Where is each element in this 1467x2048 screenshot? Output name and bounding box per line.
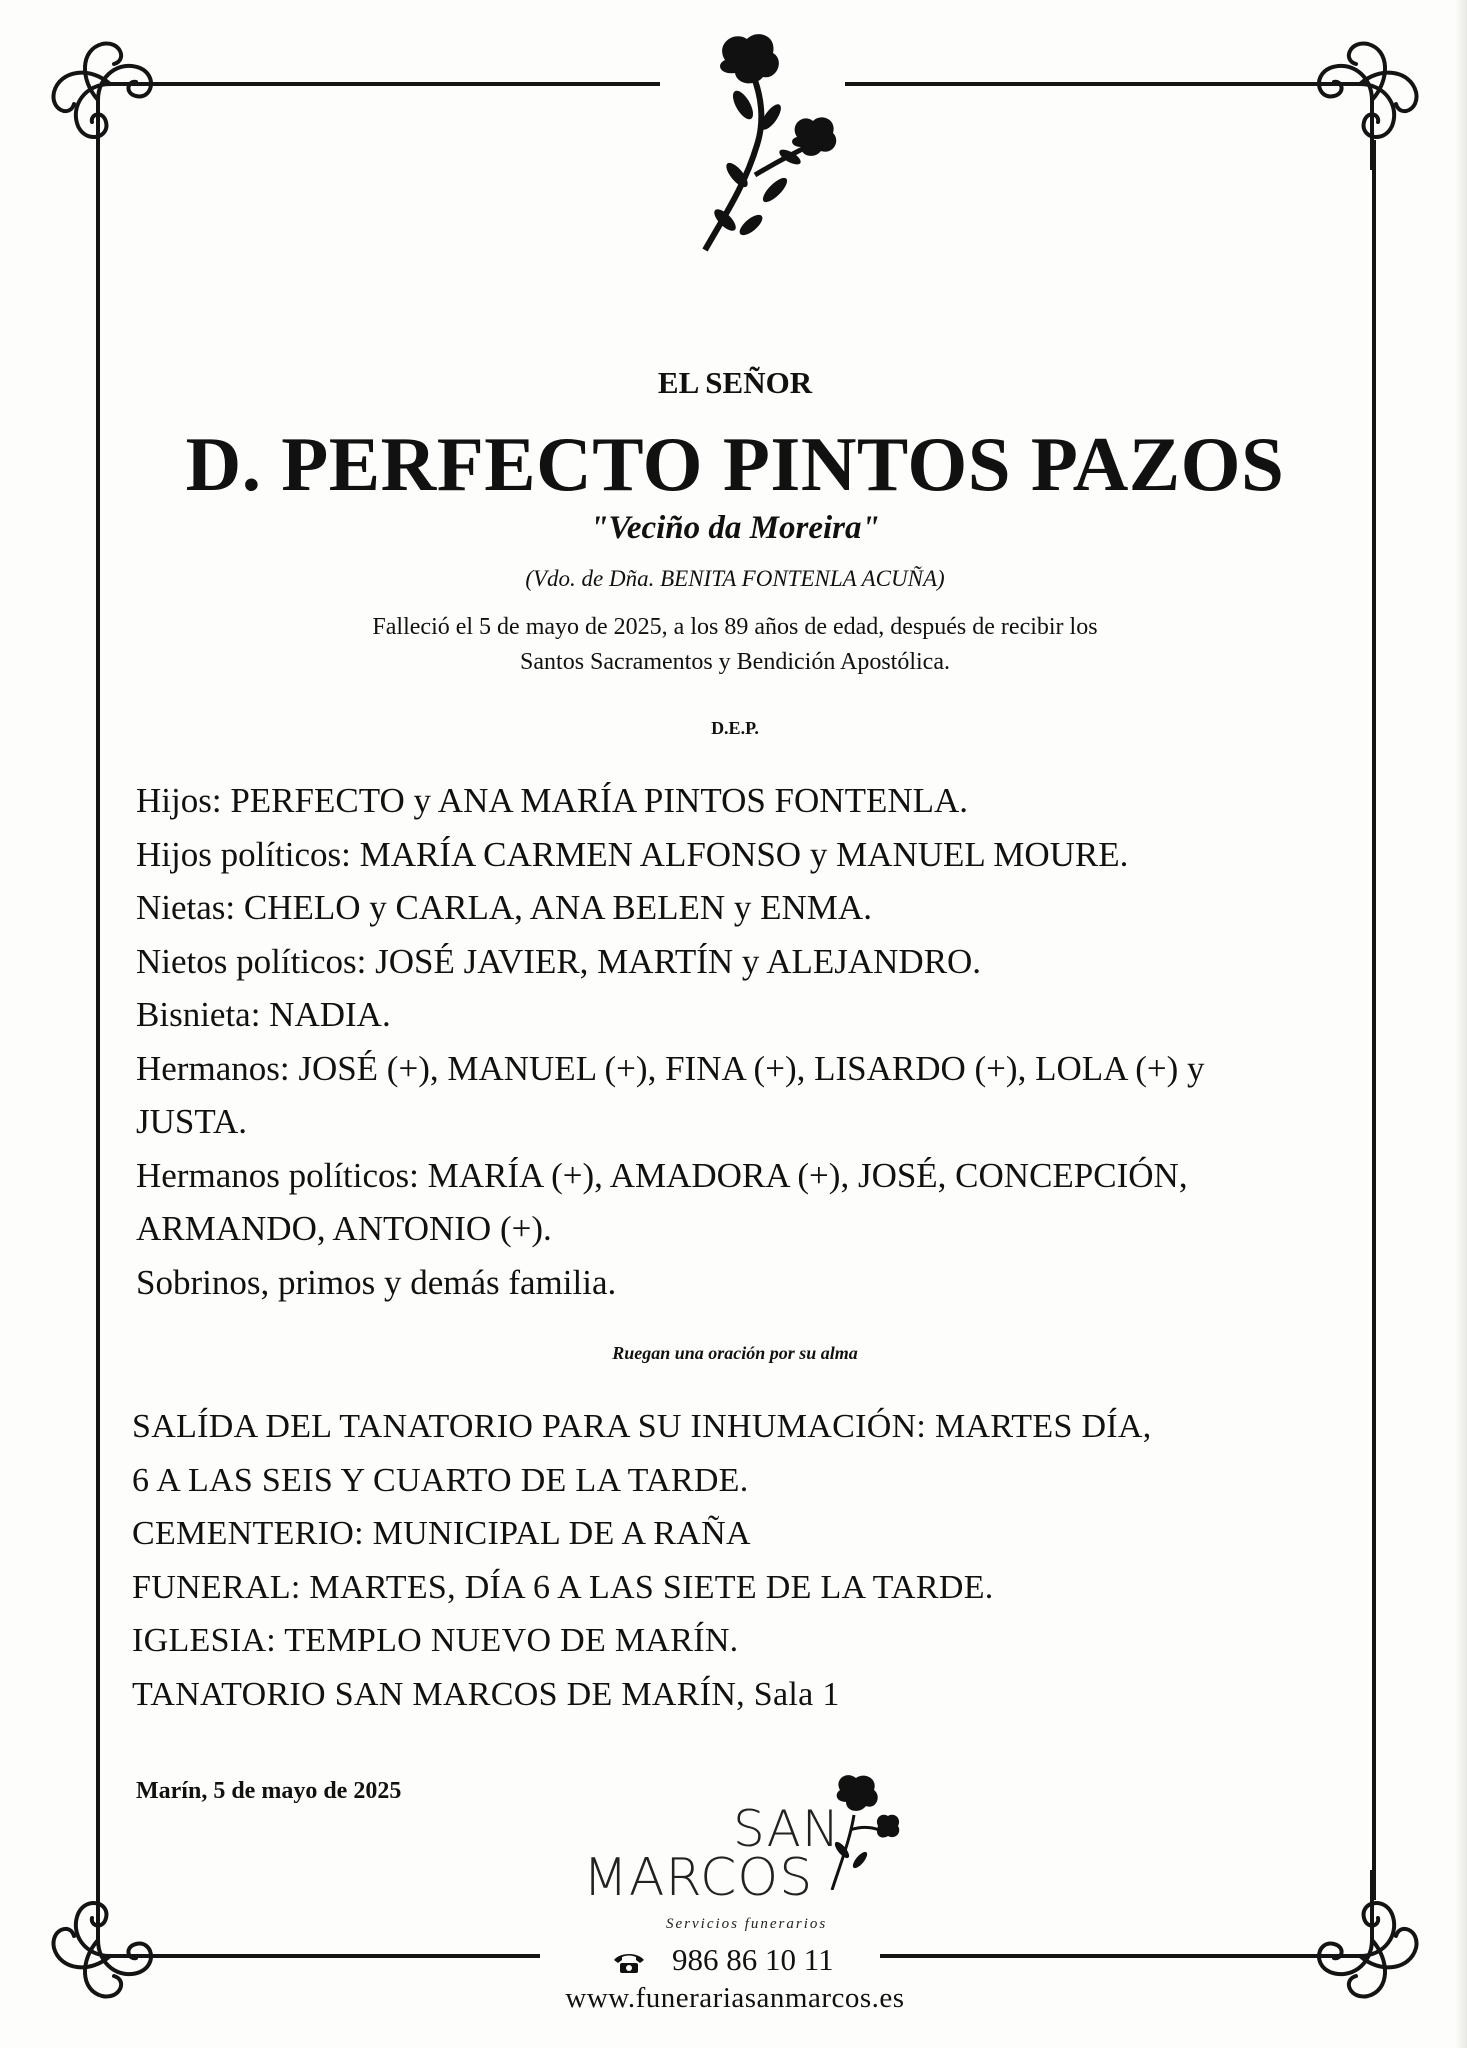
family-list <box>136 774 1351 1309</box>
place-date: Marín, 5 de mayo de 2025 <box>136 1778 402 1804</box>
death-notice <box>100 610 1370 680</box>
phone-icon <box>612 1952 646 1974</box>
service-line: CEMENTERIO: MUNICIPAL DE A RAÑA <box>132 1515 751 1552</box>
prayer-request: Ruegan una oración por su alma <box>612 1343 858 1363</box>
intro-title: EL SEÑOR <box>657 365 813 400</box>
family-line: Sobrinos, primos y demás familia. <box>136 1262 617 1302</box>
family-line: Hijos políticos: MARÍA CARMEN ALFONSO y MANUEL MOURE. <box>136 834 1129 874</box>
frame-top-right-line <box>845 82 1315 86</box>
family-line: Bisnieta: NADIA. <box>136 995 391 1034</box>
service-line: SALÍDA DEL TANATORIO PARA SU INHUMACIÓN: MARTES DÍA, <box>132 1408 1152 1445</box>
deceased-name: D. PERFECTO PINTOS PAZOS <box>185 421 1285 507</box>
frame-left-line <box>96 140 100 1900</box>
service-line: 6 A LAS SEIS Y CUARTO DE LA TARDE. <box>132 1461 749 1499</box>
flower-branch-icon <box>685 25 845 270</box>
family-line: Hijos: PERFECTO y ANA MARÍA PINTOS FONTENLA. <box>136 781 969 820</box>
nickname: "Veciño da Moreira" <box>590 510 880 546</box>
family-line: JUSTA. <box>136 1102 247 1141</box>
family-line: Nietos políticos: JOSÉ JAVIER, MARTÍN y ALEJANDRO. <box>136 941 982 981</box>
service-line: FUNERAL: MARTES, DÍA 6 A LAS SIETE DE LA TARDE. <box>132 1568 994 1606</box>
family-line: Hermanos políticos: MARÍA (+), AMADORA (+), JOSÉ, CONCEPCIÓN, <box>136 1155 1188 1195</box>
logo-marcos-text: MARCOS <box>583 1848 814 1908</box>
logo-subtitle: Servicios funerarios <box>666 1916 828 1932</box>
widow-of: (Vdo. de Dña. BENITA FONTENLA ACUÑA) <box>525 566 945 591</box>
dep-label: D.E.P. <box>711 718 759 738</box>
frame-top-left-line <box>150 82 660 86</box>
san-marcos-logo <box>580 1770 900 1940</box>
logo-san-text: SAN <box>733 1800 841 1858</box>
service-line: TANATORIO SAN MARCOS DE MARÍN, Sala 1 <box>132 1675 840 1713</box>
service-line: IGLESIA: TEMPLO NUEVO DE MARÍN. <box>132 1622 739 1659</box>
frame-bottom-right-line <box>880 1954 1315 1958</box>
family-line: Hermanos: JOSÉ (+), MANUEL (+), FINA (+), LISARDO (+), LOLA (+) y <box>136 1048 1205 1088</box>
frame-right-line <box>1372 140 1376 1900</box>
website-link[interactable]: www.funerariasanmarcos.es <box>565 1982 905 2014</box>
paper-edge-shadow <box>1455 0 1467 2048</box>
death-notice-line: Falleció el 5 de mayo de 2025, a los 89 años de edad, después de recibir los <box>372 614 1098 640</box>
service-details <box>132 1400 1352 1721</box>
death-notice-line: Santos Sacramentos y Bendición Apostólica. <box>520 649 950 675</box>
family-line: ARMANDO, ANTONIO (+). <box>136 1209 552 1248</box>
corner-ornament-icon <box>40 30 180 170</box>
corner-ornament-icon <box>1290 30 1430 170</box>
family-line: Nietas: CHELO y CARLA, ANA BELEN y ENMA. <box>136 888 872 927</box>
phone-number-text: 986 86 10 11 <box>672 1942 834 1977</box>
phone-number[interactable] <box>612 1942 834 1978</box>
frame-bottom-left-line <box>150 1954 540 1958</box>
